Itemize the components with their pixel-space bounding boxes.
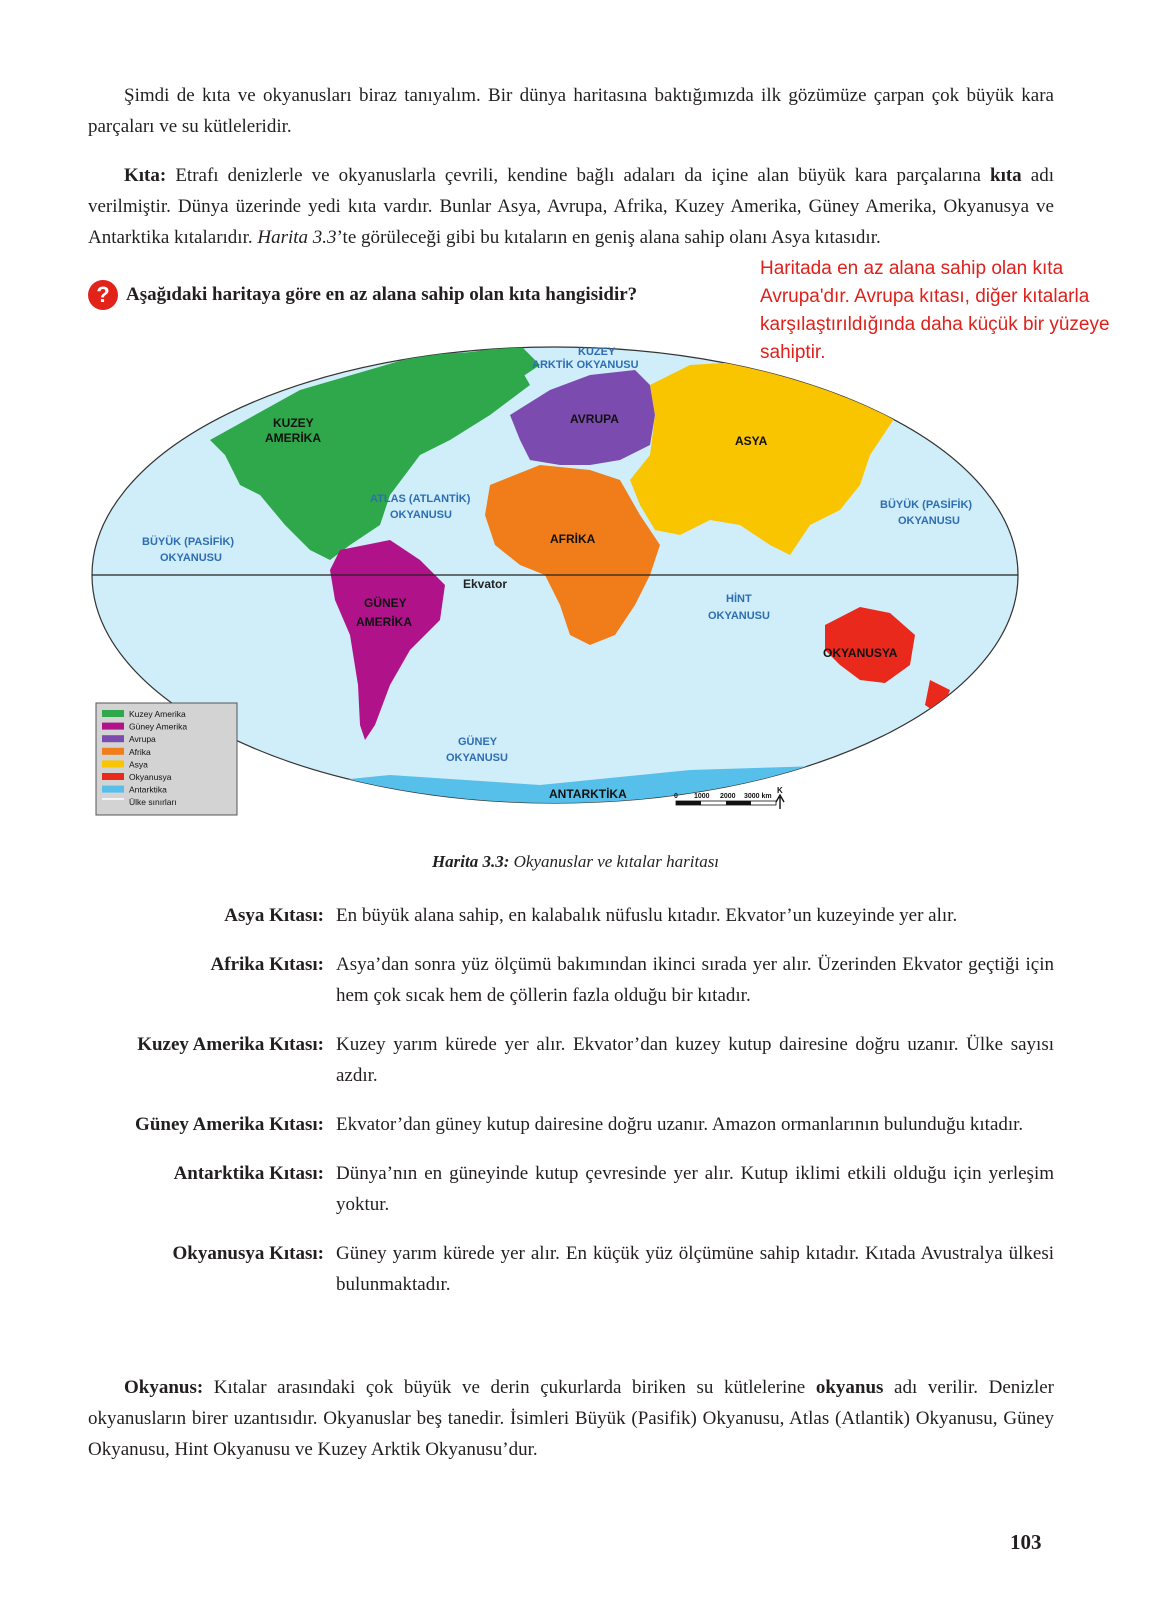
north-arrow-icon	[776, 795, 784, 809]
question-block	[88, 280, 637, 310]
map-legend	[96, 703, 237, 815]
legend-label: Ülke sınırları	[129, 797, 177, 808]
legend-label: Afrika	[129, 746, 151, 757]
label-guney-okyanus-2: OKYANUSU	[446, 752, 508, 764]
label-pasifik-right-1: BÜYÜK (PASİFİK)	[880, 499, 973, 511]
label-guney-amerika-1: GÜNEY	[364, 596, 407, 610]
continent-definitions	[88, 900, 1054, 1318]
okyanus-bold-word: okyanus	[815, 1377, 884, 1398]
label-guney-okyanus-1: GÜNEY	[458, 736, 498, 748]
north-label: K	[777, 786, 783, 795]
label-okyanusya: OKYANUSYA	[823, 646, 898, 660]
label-afrika: AFRİKA	[550, 532, 596, 546]
label-pasifik-right-2: OKYANUSU	[898, 515, 960, 527]
kita-text-c: ’te görüleceği gibi bu kıtaların en geniş alana sahip olanı Asya kıtasıdır.	[336, 227, 881, 248]
kita-bold-word: kıta	[990, 165, 1022, 186]
legend-swatch	[102, 773, 124, 780]
def-desc: Asya’dan sonra yüz ölçümü bakımından ikinci sırada yer alır. Üzerinden Ekvator geçtiği için hem çok sıcak hem de çöllerin fazla olduğu bir kıtadır.	[336, 954, 1054, 1006]
okyanus-text-a: Kıtalar arasındaki çok büyük ve derin çukurlarda biriken su kütlelerine	[203, 1377, 816, 1398]
label-atlas-1: ATLAS (ATLANTİK)	[370, 493, 471, 505]
scale-tick-1: 1000	[694, 793, 710, 800]
question-text: Aşağıdaki haritaya göre en az alana sahip olan kıta hangisidir?	[126, 284, 638, 305]
answer-note: Haritada en az alana sahip olan kıta Avrupa'dır. Avrupa kıtası, diğer kıtalarla karşılaştırıldığında daha küçük bir yüzeye sahiptir.	[760, 258, 1110, 363]
label-atlas-2: OKYANUSU	[390, 509, 452, 521]
label-hint-1: HİNT	[726, 593, 752, 605]
map-caption	[0, 852, 1151, 872]
label-antarktika: ANTARKTİKA	[549, 787, 627, 801]
def-row	[88, 1109, 1054, 1140]
intro-paragraph: Şimdi de kıta ve okyanusları biraz tanıyalım. Bir dünya haritasına baktığımızda ilk gözümüze çarpan çok büyük kara parçaları ve su kütleleridir.	[88, 85, 1054, 137]
caption-ref: Harita 3.3:	[431, 852, 510, 871]
legend-swatch	[102, 748, 124, 755]
page-number: 103	[1010, 1530, 1042, 1554]
legend-swatch	[102, 760, 124, 767]
label-avrupa: AVRUPA	[570, 412, 619, 426]
def-term: Okyanusya Kıtası:	[172, 1243, 324, 1264]
def-desc: Dünya’nın en güneyinde kutup çevresinde yer alır. Kutup iklimi etkili olduğu için yerleşim yoktur.	[336, 1163, 1054, 1215]
legend-label: Okyanusya	[129, 772, 172, 782]
okyanus-text-b: adı verilir. Denizler okyanusların birer uzantısıdır. Okyanuslar beş tanedir. İsimleri Büyük (Pasifik) Okyanusu, Atlas (Atlantik) Okyanusu, Güney Okyanusu, Hint Okyanusu ve Kuzey Arktik Okyanusu’dur.	[88, 1377, 1055, 1460]
label-pasifik-left-2: OKYANUSU	[160, 552, 222, 564]
label-guney-amerika-2: AMERİKA	[356, 615, 412, 629]
map-reference: Harita 3.3	[257, 227, 337, 248]
def-term: Kuzey Amerika Kıtası:	[137, 1034, 324, 1055]
legend-label: Asya	[129, 759, 148, 770]
def-term: Afrika Kıtası:	[210, 954, 324, 975]
label-hint-2: OKYANUSU	[708, 610, 770, 622]
legend-label: Kuzey Amerika	[129, 709, 186, 719]
def-desc: Ekvator’dan güney kutup dairesine doğru uzanır. Amazon ormanlarının bulunduğu kıtadır.	[336, 1114, 1024, 1135]
scale-tick-2: 2000	[720, 793, 736, 800]
def-row	[88, 1029, 1054, 1091]
scale-tick-0: 0	[674, 793, 678, 800]
legend-label: Güney Amerika	[129, 721, 188, 732]
def-row	[88, 900, 1054, 931]
label-pasifik-left-1: BÜYÜK (PASİFİK)	[142, 536, 235, 548]
label-kuzey-amerika-2: AMERİKA	[265, 431, 321, 445]
legend-label: Antarktika	[129, 784, 167, 795]
kita-paragraph	[88, 160, 1054, 253]
scale-tick-3: 3000 km	[744, 793, 772, 800]
kita-text-b: adı verilmiştir. Dünya üzerinde yedi kıta vardır. Bunlar Asya, Avrupa, Afrika, Kuzey Amerika, Güney Amerika, Okyanusya ve Antarktika kıtalarıdır.	[88, 165, 1054, 248]
legend-label: Avrupa	[129, 734, 156, 745]
def-row	[88, 1158, 1054, 1220]
world-map	[90, 345, 1060, 845]
def-desc: Güney yarım kürede yer alır. En küçük yüz ölçümüne sahip kıtadır. Kıtada Avustralya ülkesi bulunmaktadır.	[336, 1243, 1054, 1295]
legend-swatch	[102, 735, 124, 742]
label-arktik-2: ARKTİK OKYANUSU	[532, 359, 639, 371]
def-term: Asya Kıtası:	[224, 905, 324, 926]
def-term: Güney Amerika Kıtası:	[135, 1114, 324, 1135]
caption-text: Okyanuslar ve kıtalar haritası	[509, 852, 720, 871]
label-arktik-1: KUZEY	[578, 346, 616, 358]
okyanus-label: Okyanus:	[124, 1377, 204, 1398]
def-term: Antarktika Kıtası:	[173, 1163, 324, 1184]
equator-label: Ekvator	[463, 577, 508, 591]
legend-swatch	[102, 723, 124, 730]
label-kuzey-amerika-1: KUZEY	[273, 416, 314, 430]
kita-text-a: Etrafı denizlerle ve okyanuslarla çevrili, kendine bağlı adaları da içine alan büyük kara parçalarına	[166, 165, 990, 186]
label-asya: ASYA	[735, 434, 768, 448]
question-icon: ?	[88, 280, 118, 310]
def-row	[88, 949, 1054, 1011]
kita-label: Kıta:	[124, 165, 167, 186]
okyanus-paragraph	[88, 1372, 1054, 1465]
def-desc: En büyük alana sahip, en kalabalık nüfuslu kıtadır. Ekvator’un kuzeyinde yer alır.	[336, 905, 958, 926]
legend-swatch	[102, 786, 124, 793]
def-desc: Kuzey yarım kürede yer alır. Ekvator’dan kuzey kutup dairesine doğru uzanır. Ülke sayısı azdır.	[336, 1034, 1054, 1086]
def-row	[88, 1238, 1054, 1300]
legend-swatch	[102, 798, 124, 800]
legend-swatch	[102, 710, 124, 717]
